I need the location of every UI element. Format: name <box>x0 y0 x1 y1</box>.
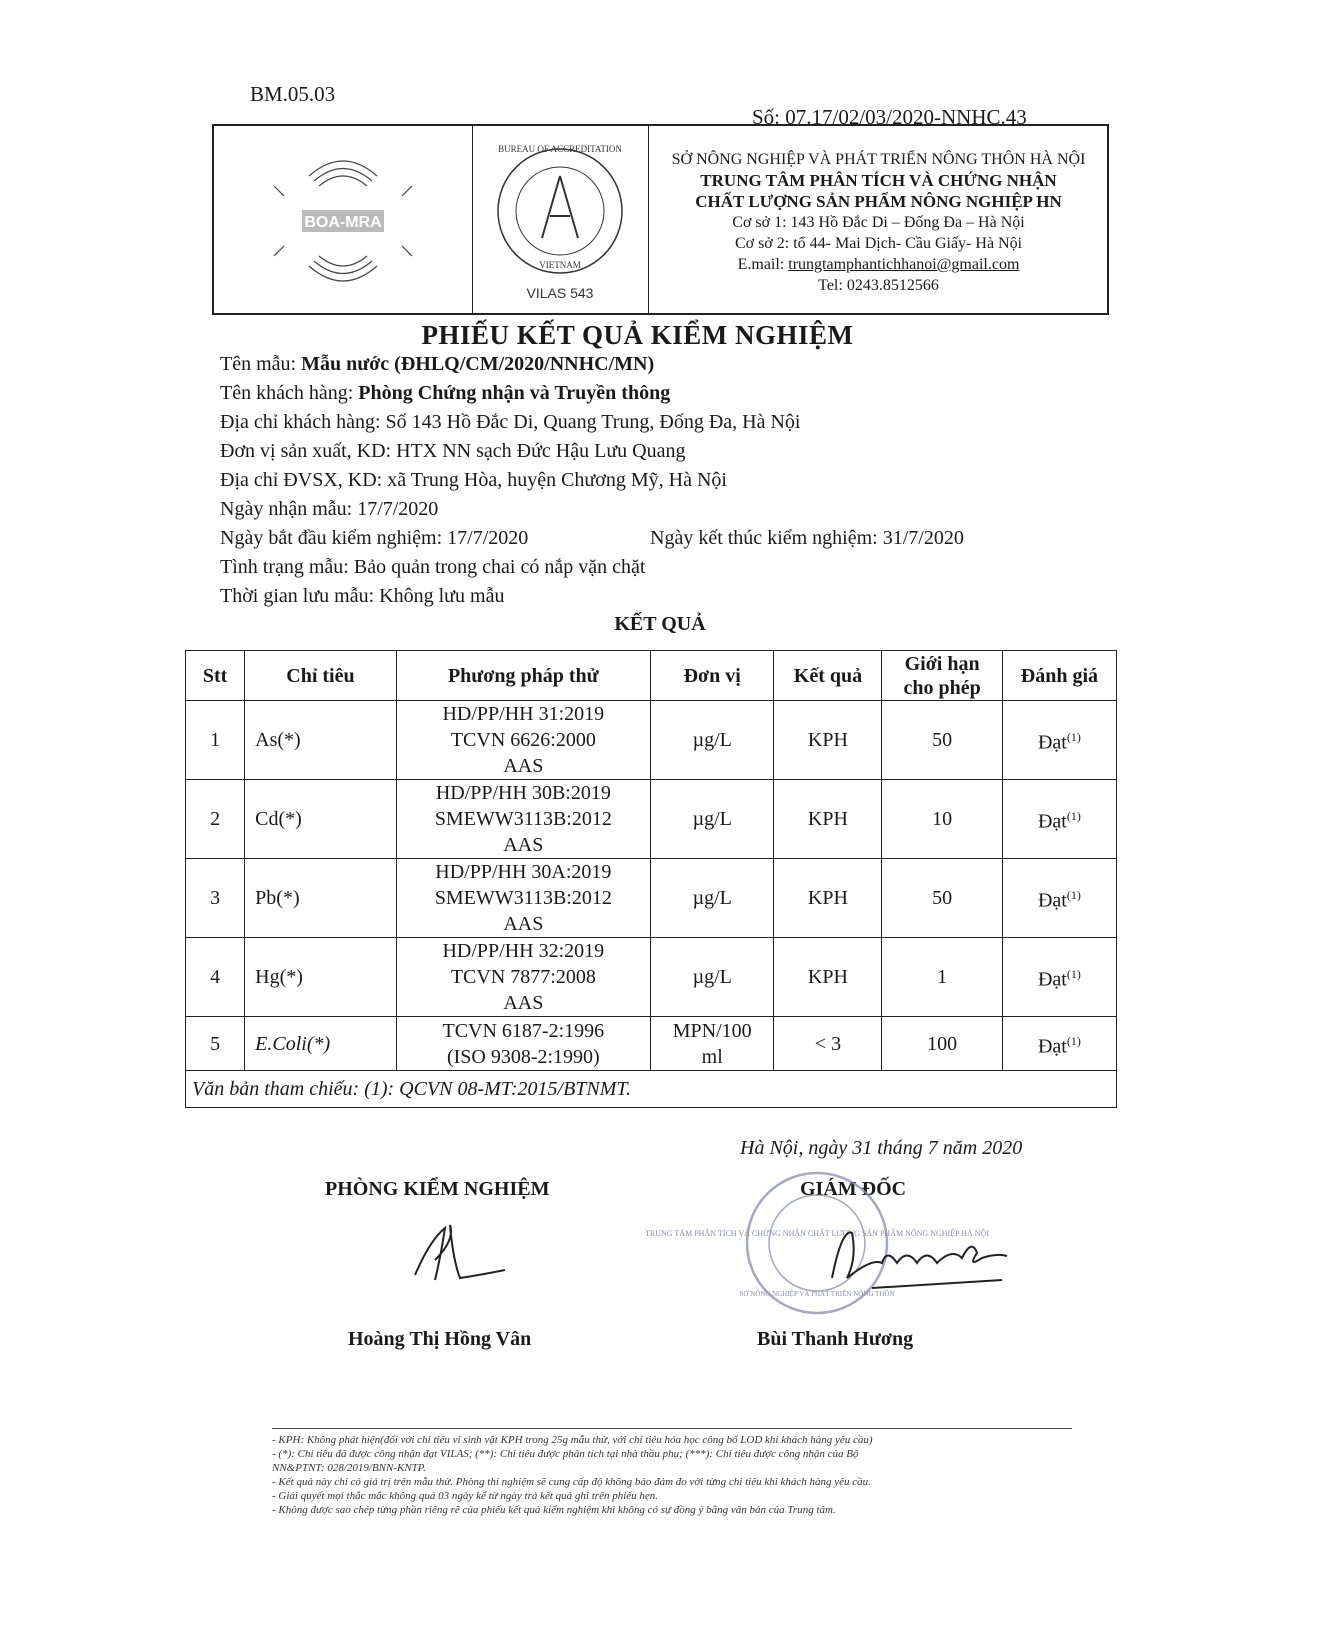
cell-indicator: Pb(*) <box>245 859 397 938</box>
header-unit: Đơn vị <box>650 651 774 701</box>
header-method: Phương pháp thử <box>396 651 650 701</box>
received-date: Ngày nhận mẫu: 17/7/2020 <box>220 498 439 520</box>
cell-stt: 3 <box>186 859 245 938</box>
cell-result: KPH <box>774 859 882 938</box>
cell-indicator: As(*) <box>245 701 397 780</box>
table-row <box>186 859 1117 938</box>
evaluation-note: (1) <box>1066 888 1081 903</box>
cell-stt: 1 <box>186 701 245 780</box>
cell-limit: 50 <box>882 859 1002 938</box>
accreditation-ring-text: BUREAU OF ACCREDITATION <box>498 144 622 154</box>
director-signature <box>812 1218 1012 1298</box>
customer-name: Phòng Chứng nhận và Truyền thông <box>358 382 671 404</box>
header-indicator: Chỉ tiêu <box>245 651 397 701</box>
unit-line: ml <box>701 1045 723 1068</box>
cell-evaluation <box>1002 780 1116 859</box>
reference-text: Văn bản tham chiếu: (1): QCVN 08-MT:2015/BTNMT. <box>186 1071 1117 1108</box>
cell-stt: 2 <box>186 780 245 859</box>
cell-method <box>396 701 650 780</box>
cell-limit: 100 <box>882 1017 1002 1071</box>
cell-result: KPH <box>774 701 882 780</box>
storage-time: Thời gian lưu mẫu: Không lưu mẫu <box>220 585 505 607</box>
producer-address: Địa chỉ ĐVSX, KD: xã Trung Hòa, huyện Chương Mỹ, Hà Nội <box>220 469 727 491</box>
cell-stt: 5 <box>186 1017 245 1071</box>
cell-limit: 1 <box>882 938 1002 1017</box>
cell-method <box>396 780 650 859</box>
evaluation-text: Đạt <box>1037 810 1067 833</box>
header-stt: Stt <box>186 651 245 701</box>
lab-signature <box>405 1220 515 1290</box>
email-link[interactable]: trungtamphantichhanoi@gmail.com <box>788 256 1020 273</box>
method-line: HD/PP/HH 30A:2019 <box>435 861 612 883</box>
lab-title: PHÒNG KIỂM NGHIỆM <box>325 1178 550 1200</box>
customer-address: Địa chỉ khách hàng: Số 143 Hồ Đắc Di, Quang Trung, Đống Đa, Hà Nội <box>220 411 801 433</box>
table-row <box>186 701 1117 780</box>
evaluation-note: (1) <box>1066 809 1081 824</box>
boa-mra-logo-graphic <box>214 126 472 313</box>
cell-unit: µg/L <box>650 859 774 938</box>
cell-unit: µg/L <box>650 938 774 1017</box>
accreditation-country: VIETNAM <box>539 260 581 270</box>
cell-result: KPH <box>774 780 882 859</box>
evaluation-note: (1) <box>1066 730 1081 745</box>
lab-signer-name: Hoàng Thị Hồng Vân <box>348 1328 532 1350</box>
results-table <box>185 650 1117 1108</box>
organization-info <box>650 126 1107 336</box>
document-number: Số: 07.17/02/03/2020-NNHC.43 <box>752 105 1027 129</box>
boa-mra-logo-text: BOA-MRA <box>304 214 382 231</box>
evaluation-text: Đạt <box>1037 731 1067 754</box>
vilas-number: VILAS 543 <box>526 285 594 301</box>
document-title: PHIẾU KẾT QUẢ KIỂM NGHIỆM <box>421 320 854 350</box>
cell-indicator: Cd(*) <box>245 780 397 859</box>
stamp-text-line: TRUNG TÂM PHÂN TÍCH VÀ CHỨNG NHẬN CHẤT LƯỢNG SẢN PHẨM NÔNG NGHIỆP HÀ NỘI <box>645 1229 989 1238</box>
center-name-line1: TRUNG TÂM PHÂN TÍCH VÀ CHỨNG NHẬN <box>700 171 1057 190</box>
cell-indicator: E.Coli(*) <box>245 1017 397 1071</box>
header-evaluation: Đánh giá <box>1002 651 1116 701</box>
letterhead <box>212 124 1109 315</box>
sample-name-line <box>220 353 654 376</box>
cell-method <box>396 859 650 938</box>
table-row <box>186 938 1117 1017</box>
cell-result: KPH <box>774 938 882 1017</box>
cell-unit: µg/L <box>650 780 774 859</box>
center-name-line2: CHẤT LƯỢNG SẢN PHẨM NÔNG NGHIỆP HN <box>695 192 1062 211</box>
method-line: AAS <box>503 834 544 856</box>
header-limit <box>882 651 1002 701</box>
method-line: (ISO 9308-2:1990) <box>446 1045 600 1068</box>
results-heading: KẾT QUẢ <box>614 613 706 635</box>
stamp-ring-text: SỞ NÔNG NGHIỆP VÀ PHÁT TRIỂN NÔNG THÔN <box>739 1290 895 1298</box>
evaluation-note: (1) <box>1066 967 1081 982</box>
producer-line: Đơn vị sản xuất, KD: HTX NN sạch Đức Hậu Lưu Quang <box>220 440 686 462</box>
customer-line <box>220 382 670 405</box>
form-code: BM.05.03 <box>250 82 336 106</box>
method-line: HD/PP/HH 31:2019 <box>442 703 605 725</box>
cell-evaluation <box>1002 1017 1116 1071</box>
cell-evaluation <box>1002 701 1116 780</box>
footnote: - Giải quyết mọi thắc mắc không quá 03 ngày kể từ ngày trả kết quả ghi trên phiếu hẹn. <box>272 1490 659 1502</box>
table-row <box>186 1017 1117 1071</box>
sample-condition: Tình trạng mẫu: Bảo quản trong chai có nắp vặn chặt <box>220 556 646 578</box>
method-line: HD/PP/HH 32:2019 <box>442 940 605 962</box>
cell-evaluation <box>1002 938 1116 1017</box>
header-limit-line2: cho phép <box>903 676 981 699</box>
cell-stt: 4 <box>186 938 245 1017</box>
footnote: - KPH: Không phát hiện(đối với chỉ tiêu vi sinh vật KPH trong 25g mẫu thử, với chỉ tiêu hóa học công bố LOD khi khách hàng yêu cầu) <box>272 1434 873 1446</box>
method-line: AAS <box>503 913 544 935</box>
start-date: Ngày bắt đầu kiểm nghiệm: 17/7/2020 <box>220 527 529 549</box>
method-line: HD/PP/HH 30B:2019 <box>435 782 611 804</box>
footnote: - Kết quả này chỉ có giá trị trên mẫu thử. Phòng thí nghiệm sẽ cung cấp độ không bảo đảm đo với từng chỉ tiêu khi khách hàng yêu cầu. <box>272 1476 871 1488</box>
method-line: AAS <box>503 755 544 777</box>
tel-line: Tel: 0243.8512566 <box>818 277 939 294</box>
boa-mra-logo <box>214 126 473 313</box>
evaluation-text: Đạt <box>1037 889 1067 912</box>
email-label: E.mail: <box>737 256 789 273</box>
director-title: GIÁM ĐỐC <box>800 1178 907 1200</box>
sample-name-label: Tên mẫu: <box>220 353 302 375</box>
footnotes <box>272 1433 1082 1517</box>
method-line: SMEWW3113B:2012 <box>434 887 612 909</box>
method-line: SMEWW3113B:2012 <box>434 808 612 830</box>
cell-unit <box>650 1017 774 1071</box>
footnote: - Không được sao chép từng phần riêng rẽ của phiếu kết quả kiểm nghiệm khi không có sự đồng ý bằng văn bản của Trung tâm. <box>272 1504 836 1516</box>
vilas-logo <box>472 126 649 313</box>
header-result: Kết quả <box>774 651 882 701</box>
email-line <box>650 254 1107 275</box>
cell-result: < 3 <box>774 1017 882 1071</box>
method-line: TCVN 6626:2000 <box>450 729 596 751</box>
director-name: Bùi Thanh Hương <box>757 1328 914 1350</box>
method-line: TCVN 6187-2:1996 <box>442 1019 605 1042</box>
header-limit-line1: Giới hạn <box>904 652 980 675</box>
cell-limit: 50 <box>882 701 1002 780</box>
cell-method <box>396 938 650 1017</box>
footer-divider <box>272 1428 1072 1429</box>
cell-evaluation <box>1002 859 1116 938</box>
unit-line: MPN/100 <box>672 1019 752 1042</box>
table-row <box>186 780 1117 859</box>
reference-row <box>186 1071 1117 1108</box>
cell-method <box>396 1017 650 1071</box>
issue-date: Hà Nội, ngày 31 tháng 7 năm 2020 <box>740 1137 1023 1159</box>
method-line: TCVN 7877:2008 <box>450 966 596 988</box>
cell-limit: 10 <box>882 780 1002 859</box>
cell-indicator: Hg(*) <box>245 938 397 1017</box>
sample-name: Mẫu nước (ĐHLQ/CM/2020/NNHC/MN) <box>301 353 655 375</box>
customer-label: Tên khách hàng: <box>220 382 359 404</box>
cell-unit: µg/L <box>650 701 774 780</box>
address-2: Cơ sở 2: tổ 44- Mai Dịch- Cầu Giấy- Hà Nội <box>734 235 1023 252</box>
end-date: Ngày kết thúc kiểm nghiệm: 31/7/2020 <box>650 527 964 549</box>
address-1: Cơ sở 1: 143 Hồ Đắc Di – Đống Đa – Hà Nội <box>732 214 1025 231</box>
department-line: SỞ NÔNG NGHIỆP VÀ PHÁT TRIỂN NÔNG THÔN HÀ NỘI <box>671 151 1086 168</box>
footnote: NN&PTNT: 028/2019/BNN-KNTP. <box>272 1462 426 1474</box>
footnote: - (*): Chỉ tiêu đã được công nhận đạt VILAS; (**): Chỉ tiêu được phân tích tại nhà thầu phụ; (***): Chỉ tiêu được công nhận của Bộ <box>272 1448 859 1460</box>
table-header-row <box>186 651 1117 701</box>
evaluation-text: Đạt <box>1037 968 1067 991</box>
vilas-logo-graphic <box>472 126 648 313</box>
method-line: AAS <box>503 992 544 1014</box>
evaluation-text: Đạt <box>1037 1035 1067 1058</box>
evaluation-note: (1) <box>1066 1033 1081 1048</box>
